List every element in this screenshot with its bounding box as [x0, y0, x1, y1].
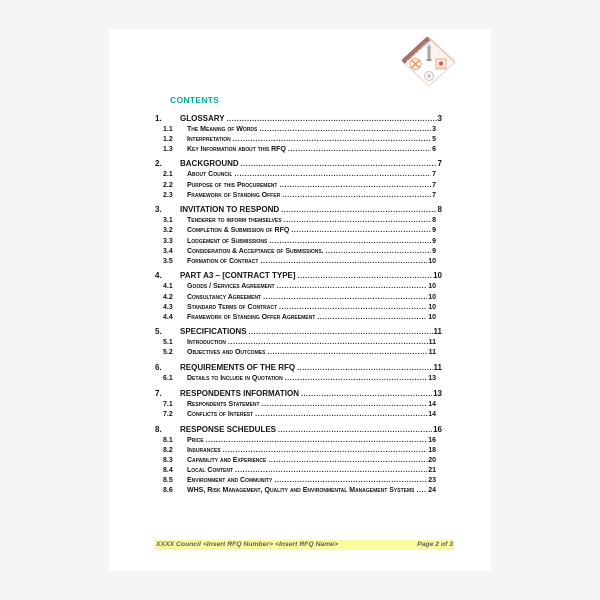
- dot-leader: [276, 424, 432, 436]
- toc-entry-title: Formation of Contract: [187, 257, 259, 265]
- toc-entry-number: 8.2: [163, 446, 173, 454]
- toc-entry-8-1[interactable]: [163, 436, 436, 446]
- toc-entry-page: 10: [428, 313, 436, 321]
- toc-entry-number: 3.2: [163, 227, 173, 235]
- toc-entry-page: 7: [437, 159, 442, 169]
- toc-entry-number: 5.1: [163, 339, 173, 347]
- toc-entry-5-1[interactable]: [163, 338, 436, 348]
- dot-leader: [295, 362, 432, 374]
- dot-leader: [414, 486, 427, 496]
- toc-entry-page: 20: [428, 456, 436, 464]
- toc-entry-page: 24: [428, 487, 436, 495]
- dot-leader: [204, 436, 428, 446]
- toc-entry-page: 18: [428, 446, 436, 454]
- toc-entry-page: 10: [428, 283, 436, 291]
- toc-entry-4-1[interactable]: [163, 282, 436, 292]
- dot-leader: [258, 257, 427, 267]
- toc-entry-5-2[interactable]: [163, 348, 436, 358]
- dot-leader: [299, 388, 432, 400]
- toc-entry-number: 8.4: [163, 466, 173, 474]
- footer-page-number: Page 2 of 3: [417, 541, 453, 549]
- toc-entry-page: 3: [437, 113, 442, 123]
- dot-leader: [225, 113, 437, 125]
- dot-leader: [315, 313, 427, 323]
- toc-entry-4[interactable]: [155, 270, 442, 282]
- toc-entry-title: PART A3 – [CONTRACT TYPE]: [180, 271, 296, 281]
- toc-entry-number: 3.1: [163, 217, 173, 225]
- toc-entry-3[interactable]: [155, 204, 442, 216]
- toc-entry-number: 5.2: [163, 349, 173, 357]
- toc-entry-page: 6: [432, 145, 436, 153]
- toc-list: [155, 109, 442, 496]
- toc-entry-page: 13: [433, 388, 442, 398]
- toc-entry-number: 1.: [155, 113, 162, 123]
- toc-entry-title: Consideration & Acceptance of Submissions.: [187, 247, 324, 255]
- dot-leader: [233, 466, 427, 476]
- toc-entry-7-2[interactable]: [163, 410, 436, 420]
- toc-entry-page: 8: [437, 205, 442, 215]
- dot-leader: [226, 338, 428, 348]
- dot-leader: [247, 326, 433, 338]
- toc-entry-page: 10: [428, 293, 436, 301]
- dot-leader: [239, 158, 437, 170]
- toc-entry-title: Consultancy Agreement: [187, 293, 262, 301]
- dot-leader: [296, 270, 433, 282]
- dot-leader: [289, 226, 431, 236]
- toc-entry-number: 2.1: [163, 171, 173, 179]
- dot-leader: [232, 170, 431, 180]
- dot-leader: [275, 282, 428, 292]
- toc-entry-number: 3.5: [163, 257, 173, 265]
- toc-entry-6-1[interactable]: [163, 374, 436, 384]
- toc-entry-number: 5.: [155, 327, 162, 337]
- toc-entry-3-1[interactable]: [163, 216, 436, 226]
- toc-entry-number: 2.2: [163, 181, 173, 189]
- dot-leader: [266, 456, 427, 466]
- toc-entry-title: Key Information about this RFQ: [187, 145, 286, 153]
- toc-entry-title: Lodgement of Submissions: [187, 237, 268, 245]
- toc-entry-page: 10: [433, 271, 442, 281]
- toc-entry-page: 9: [432, 247, 436, 255]
- toc-entry-title: Capability and Experience: [187, 456, 267, 464]
- toc-entry-title: Interpretation: [187, 135, 231, 143]
- page-footer: [155, 540, 454, 550]
- toc-entry-number: 1.1: [163, 125, 173, 133]
- toc-entry-7[interactable]: [155, 388, 442, 400]
- toc-entry-4-4[interactable]: [163, 313, 436, 323]
- toc-entry-page: 16: [428, 436, 436, 444]
- dot-leader: [257, 125, 431, 135]
- toc-entry-3-3[interactable]: [163, 237, 436, 247]
- toc-entry-page: 11: [433, 327, 442, 337]
- toc-entry-2-2[interactable]: [163, 181, 436, 191]
- toc-entry-page: 10: [428, 303, 436, 311]
- toc-entry-title: Purpose of this Procurement: [187, 181, 278, 189]
- toc-entry-title: RESPONSE SCHEDULES: [180, 424, 277, 434]
- toc-entry-number: 4.3: [163, 303, 173, 311]
- dot-leader: [272, 476, 427, 486]
- footer-document-title: XXXX Council <Insert RFQ Number> <Insert RFQ Name>: [156, 541, 339, 549]
- toc-entry-title: GLOSSARY: [180, 113, 225, 123]
- toc-entry-number: 1.2: [163, 135, 173, 143]
- toc-entry-number: 8.1: [163, 436, 173, 444]
- toc-entry-page: 11: [433, 363, 442, 373]
- toc-entry-page: 11: [428, 339, 436, 347]
- toc-entry-page: 8: [432, 217, 436, 225]
- toc-entry-title: Goods / Services Agreement: [187, 283, 275, 291]
- toc-entry-page: 13: [428, 375, 436, 383]
- toc-entry-8-3[interactable]: [163, 456, 436, 466]
- toc-entry-2-3[interactable]: [163, 191, 436, 201]
- toc-entry-number: 3.: [155, 205, 162, 215]
- toc-entry-number: 7.: [155, 388, 162, 398]
- toc-entry-page: 7: [432, 191, 436, 199]
- dot-leader: [280, 191, 431, 201]
- toc-entry-8[interactable]: [155, 424, 442, 436]
- toc-entry-6[interactable]: [155, 362, 442, 374]
- toc-entry-page: 14: [428, 400, 436, 408]
- toc-entry-title: Conflicts of Interest: [187, 410, 254, 418]
- toc-entry-number: 1.3: [163, 145, 173, 153]
- toc-entry-8-4[interactable]: [163, 466, 436, 476]
- dot-leader: [277, 181, 431, 191]
- toc-entry-title: Framework of Standing Offer: [187, 191, 281, 199]
- toc-entry-5[interactable]: [155, 326, 442, 338]
- toc-entry-4-2[interactable]: [163, 293, 436, 303]
- toc-entry-number: 4.1: [163, 283, 173, 291]
- dot-leader: [261, 293, 427, 303]
- toc-entry-number: 3.3: [163, 237, 173, 245]
- dot-leader: [267, 237, 431, 247]
- toc-entry-number: 8.5: [163, 477, 173, 484]
- toc-entry-number: 2.: [155, 159, 162, 169]
- dot-leader: [324, 247, 431, 257]
- toc-entry-number: 7.2: [163, 410, 173, 418]
- toc-entry-1-2[interactable]: [163, 135, 436, 145]
- toc-entry-title: WHS, Risk Management, Quality and Environmental Management Systems: [187, 487, 415, 495]
- toc-entry-title: About Council: [187, 171, 233, 179]
- toc-entry-title: Tenderer to inform themselves: [187, 217, 282, 225]
- toc-entry-title: Completion & Submission of RFQ: [187, 227, 290, 235]
- toc-entry-title: Framework of Standing Offer Agreement: [187, 313, 316, 321]
- toc-entry-3-4[interactable]: [163, 247, 436, 257]
- toc-entry-title: Introduction: [187, 339, 226, 347]
- toc-entry-1-1[interactable]: [163, 125, 436, 135]
- contents-heading: CONTENTS: [170, 95, 220, 105]
- toc-entry-number: 4.2: [163, 293, 173, 301]
- dot-leader: [253, 410, 427, 420]
- toc-entry-number: 8.3: [163, 456, 173, 464]
- toc-entry-page: 9: [432, 237, 436, 245]
- dot-leader: [221, 446, 428, 456]
- toc-entry-number: 4.: [155, 271, 162, 281]
- toc-entry-7-1[interactable]: [163, 400, 436, 410]
- toc-entry-number: 8.6: [163, 487, 173, 495]
- toc-entry-8-2[interactable]: [163, 446, 436, 456]
- toc-entry-2[interactable]: [155, 158, 442, 170]
- toc-entry-1[interactable]: [155, 113, 442, 125]
- toc-entry-page: 9: [432, 227, 436, 235]
- dot-leader: [283, 374, 428, 384]
- toc-entry-number: 4.4: [163, 313, 173, 321]
- toc-entry-page: 21: [428, 466, 436, 474]
- toc-entry-number: 3.4: [163, 247, 173, 255]
- toc-entry-title: REQUIREMENTS OF THE RFQ: [180, 363, 296, 373]
- dot-leader: [260, 400, 428, 410]
- toc-entry-title: Insurances: [187, 446, 221, 454]
- council-crest-placeholder-logo: [400, 37, 458, 87]
- toc-entry-4-3[interactable]: [163, 303, 436, 313]
- dot-leader: [282, 216, 431, 226]
- toc-entry-title: The Meaning of Words: [187, 125, 258, 133]
- crest-logo-graphic: [400, 37, 458, 87]
- toc-entry-title: Environment and Community: [187, 477, 273, 484]
- toc-entry-title: Standard Terms of Contract: [187, 303, 278, 311]
- toc-entry-title: INVITATION TO RESPOND: [180, 205, 280, 215]
- toc-entry-3-5[interactable]: [163, 257, 436, 267]
- toc-entry-title: Local Content: [187, 466, 233, 474]
- toc-entry-1-3[interactable]: [163, 145, 436, 155]
- toc-entry-8-6[interactable]: [163, 486, 436, 496]
- document-page: [109, 29, 491, 571]
- toc-entry-title: Price: [187, 436, 204, 444]
- toc-entry-title: Objectives and Outcomes: [187, 349, 266, 357]
- toc-entry-number: 6.1: [163, 375, 173, 383]
- toc-entry-page: 5: [432, 135, 436, 143]
- toc-entry-page: 14: [428, 410, 436, 418]
- toc-entry-title: SPECIFICATIONS: [180, 327, 247, 337]
- toc-entry-page: 23: [428, 477, 436, 484]
- toc-entry-title: Details to Include in Quotation: [187, 375, 283, 383]
- toc-entry-title: BACKGROUND: [180, 159, 239, 169]
- dot-leader: [231, 135, 431, 145]
- dot-leader: [286, 145, 431, 155]
- toc-entry-number: 2.3: [163, 191, 173, 199]
- toc-entry-page: 10: [428, 257, 436, 265]
- toc-entry-page: 7: [432, 181, 436, 189]
- toc-entry-page: 16: [433, 424, 442, 434]
- dot-leader: [279, 204, 436, 216]
- toc-entry-number: 8.: [155, 424, 162, 434]
- dot-leader: [265, 348, 427, 358]
- toc-entry-number: 7.1: [163, 400, 173, 408]
- dot-leader: [277, 303, 427, 313]
- toc-entry-2-1[interactable]: [163, 170, 436, 180]
- toc-entry-page: 3: [432, 125, 436, 133]
- toc-entry-page: 11: [428, 349, 436, 357]
- toc-entry-number: 6.: [155, 363, 162, 373]
- toc-entry-title: Respondents Statement: [187, 400, 260, 408]
- toc-entry-8-5[interactable]: [163, 476, 436, 486]
- toc-entry-3-2[interactable]: [163, 226, 436, 236]
- toc-entry-page: 7: [432, 171, 436, 179]
- toc-entry-title: RESPONDENTS INFORMATION: [180, 388, 299, 398]
